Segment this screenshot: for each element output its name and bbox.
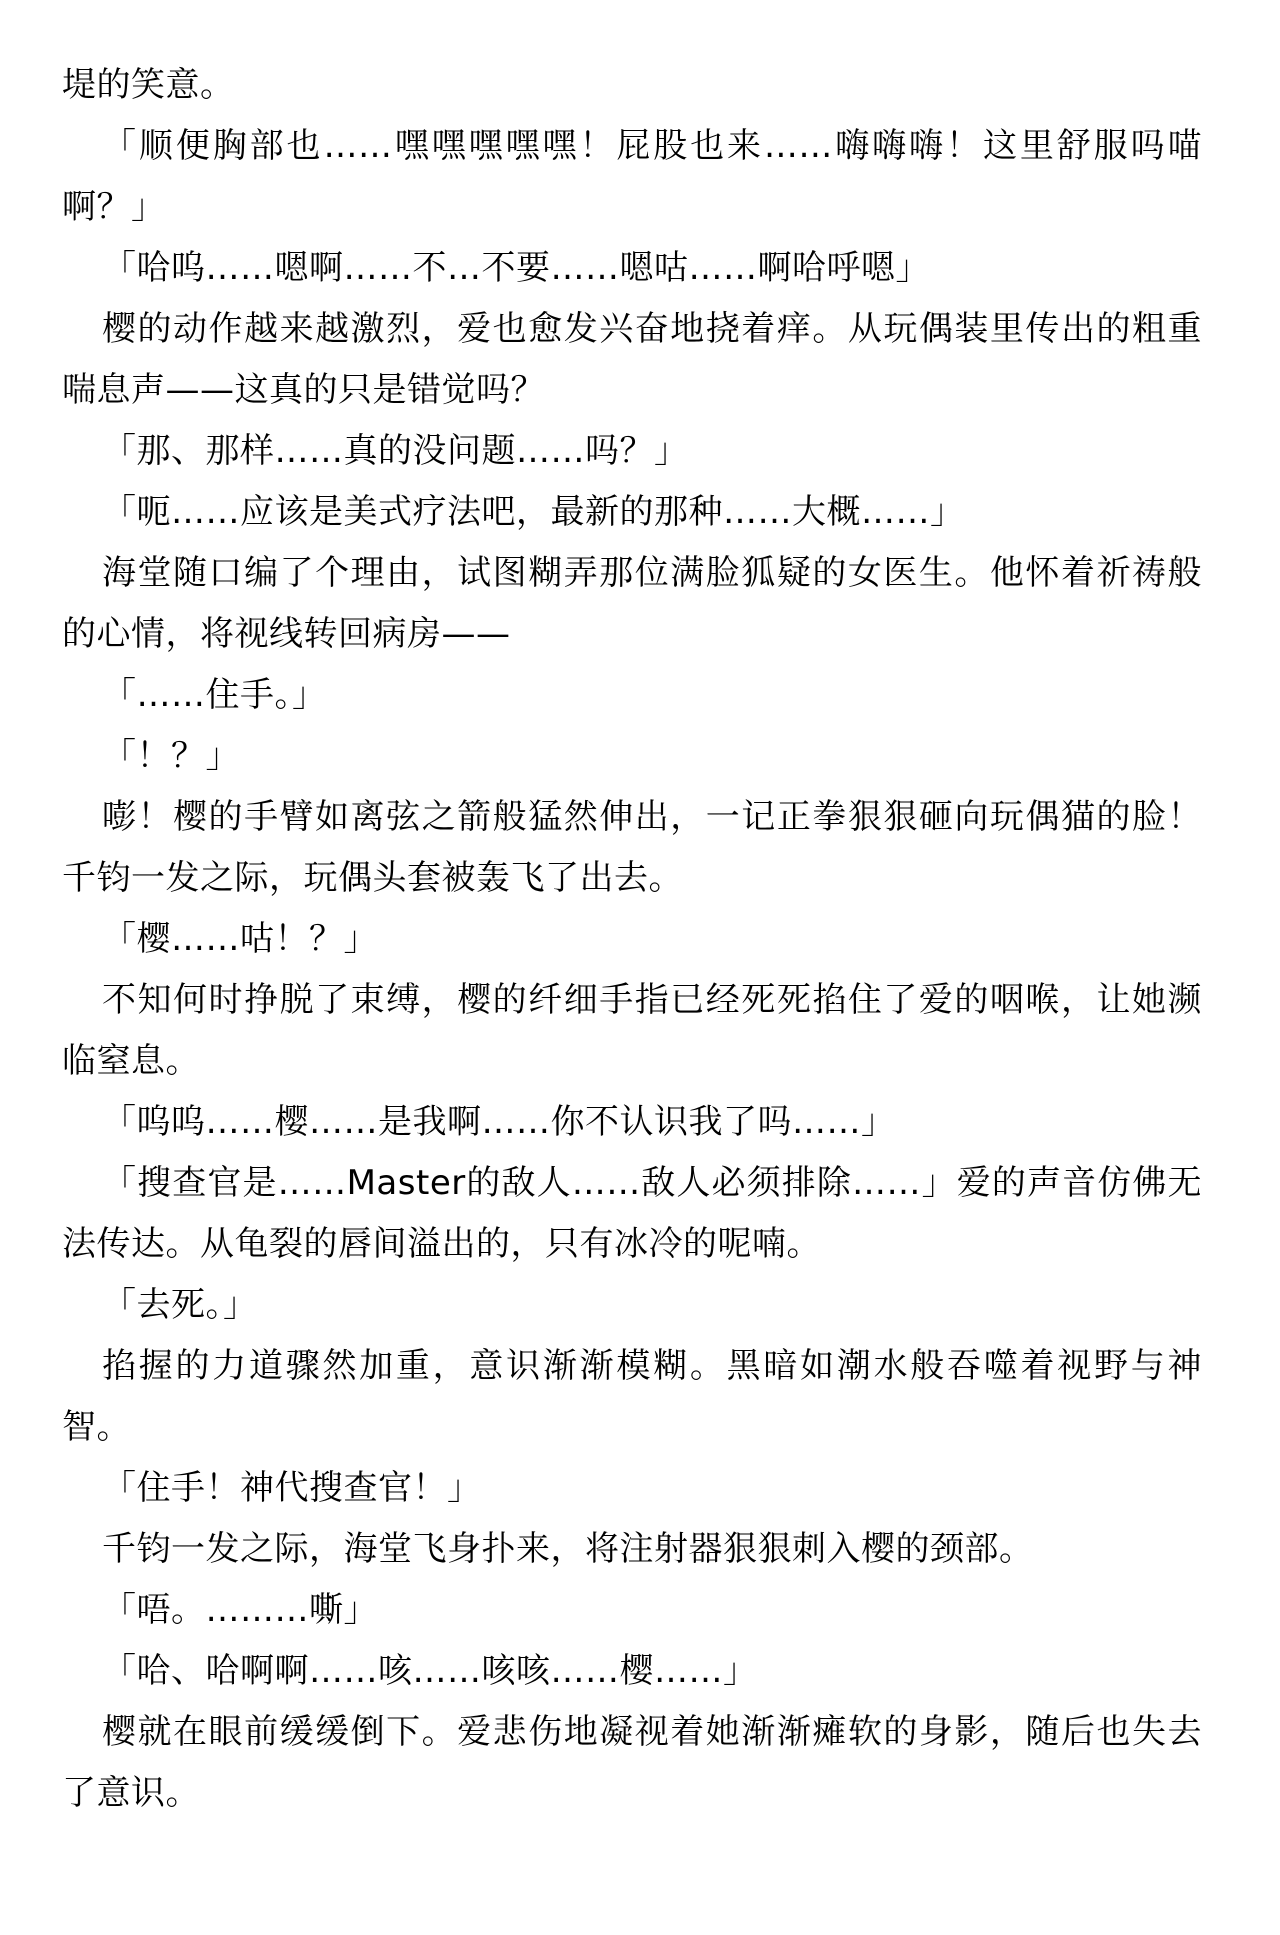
paragraph: 海堂随口编了个理由，试图糊弄那位满脸狐疑的女医生。他怀着祈祷般的心情，将视线转回病房—— [62, 553, 1202, 654]
paragraph: 樱的动作越来越激烈，爱也愈发兴奋地挠着痒。从玩偶装里传出的粗重喘息声——这真的只是错觉吗？ [62, 309, 1202, 410]
paragraph: 堤的笑意。 [62, 65, 235, 105]
paragraph: 「！？」 [102, 736, 240, 776]
paragraph: 樱就在眼前缓缓倒下。爱悲伤地凝视着她渐渐瘫软的身影，随后也失去了意识。 [62, 1712, 1202, 1813]
paragraph: 「搜查官是……Master的敌人……敌人必须排除……」爱的声音仿佛无法传达。从龟裂的唇间溢出的，只有冰冷的呢喃。 [62, 1163, 1202, 1264]
paragraph: 「呜呜……樱……是我啊……你不认识我了吗……」 [102, 1102, 896, 1142]
paragraph: 「那、那样……真的没问题……吗？」 [102, 431, 689, 471]
paragraph: 「唔。………嘶」 [102, 1590, 378, 1630]
paragraph: 「顺便胸部也……嘿嘿嘿嘿嘿！屁股也来……嗨嗨嗨！这里舒服吗喵啊？」 [62, 126, 1202, 227]
paragraph: 千钧一发之际，海堂飞身扑来，将注射器狠狠刺入樱的颈部。 [102, 1529, 1034, 1569]
paragraph: 不知何时挣脱了束缚，樱的纤细手指已经死死掐住了爱的咽喉，让她濒临窒息。 [62, 980, 1202, 1081]
paragraph: 「呃……应该是美式疗法吧，最新的那种……大概……」 [102, 492, 965, 532]
paragraph: 「樱……咕！？」 [102, 919, 378, 959]
paragraph: 掐握的力道骤然加重，意识渐渐模糊。黑暗如潮水般吞噬着视野与神智。 [62, 1346, 1202, 1447]
paragraph: 「哈呜……嗯啊……不…不要……嗯咕……啊哈呼嗯」 [102, 248, 930, 288]
paragraph: 「去死。」 [102, 1285, 258, 1325]
paragraph: 嘭！樱的手臂如离弦之箭般猛然伸出，一记正拳狠狠砸向玩偶猫的脸！千钧一发之际，玩偶头套被轰飞了出去。 [62, 797, 1202, 898]
paragraph: 「住手！神代搜查官！」 [102, 1468, 482, 1508]
page-body-text [62, 55, 1202, 1824]
paragraph: 「……住手。」 [102, 675, 327, 715]
paragraph: 「哈、哈啊啊……咳……咳咳……樱……」 [102, 1651, 758, 1691]
